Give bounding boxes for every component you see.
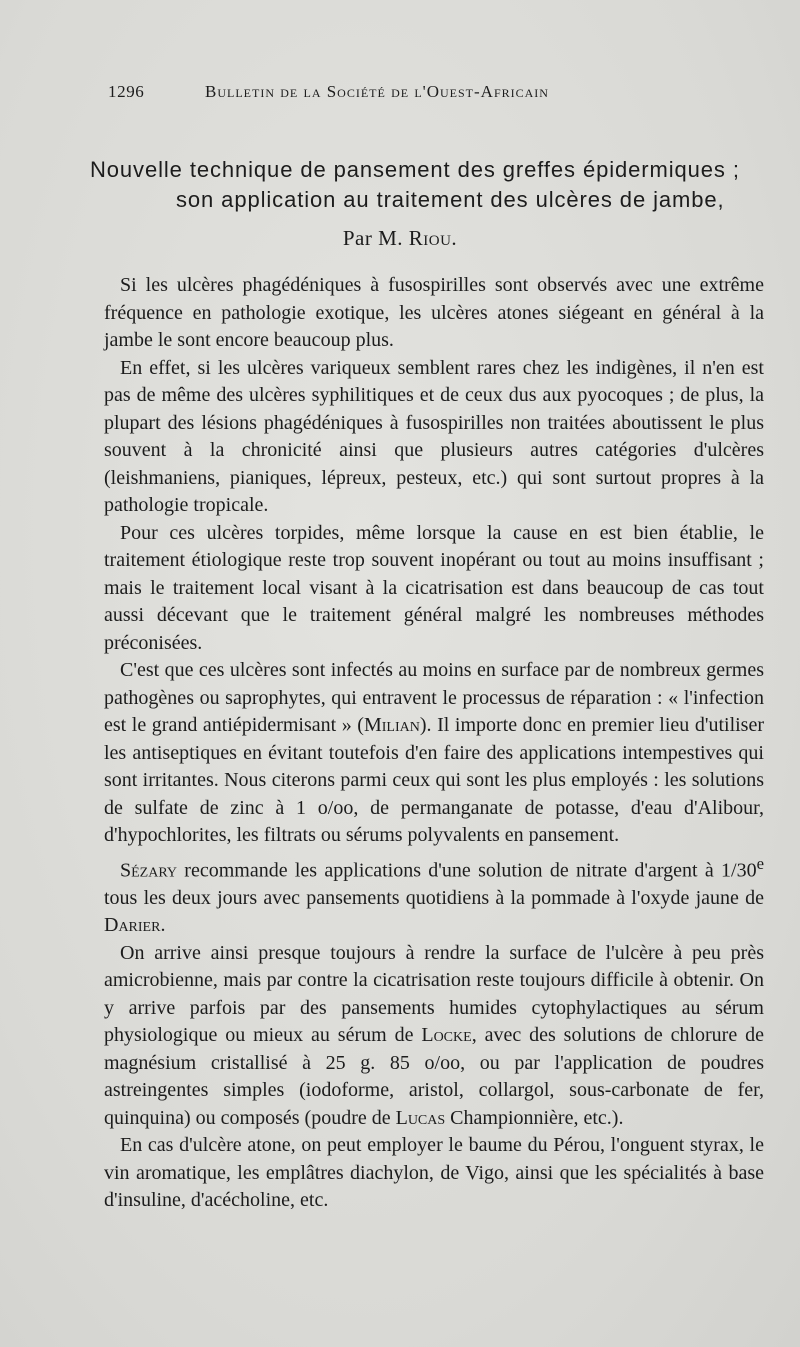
page-number: 1296	[108, 82, 145, 101]
article-title	[90, 155, 770, 215]
paragraph-3: Pour ces ulcères torpides, même lorsque la cause en est bien établie, le traitement étiologique reste trop souvent inopérant ou tout au moins insuffisant ; mais le traitement local visant à la cicatrisation est dans beaucoup de cas tout aussi décevant que le traitement général malgré les nombreuses méthodes préconisées.	[104, 521, 764, 654]
paragraph-5-text-c: .	[160, 914, 166, 937]
byline-prefix: Par M.	[342, 226, 403, 250]
paragraph-4	[104, 657, 764, 850]
paragraph-6	[104, 940, 764, 1133]
cited-name-sezary: Sézary	[120, 859, 178, 882]
paragraph-6-text-b: , avec des solutions de chlorure de magnésium cristallisé à 25 g. 85 o/oo, ou par l'application de poudres astreingentes simples (iodoforme, aristol, collargol, sous-carbonate de fer, quinquina) ou composés (poudre de	[104, 1024, 764, 1129]
article-title-line-1: Nouvelle technique de pansement des greffes épidermiques ;	[90, 157, 740, 182]
paragraph-4-text-a: C'est que ces ulcères sont infectés au moins en surface par de nombreux germes pathogènes ou saprophytes, qui entravent le processus de réparation : « l'infection est le grand antiépidermisant » (	[104, 659, 764, 736]
paragraph-6-text-c: Championnière, etc.).	[445, 1106, 624, 1129]
paragraph-2: En effet, si les ulcères variqueux semblent rares chez les indigènes, il n'en est pas de même des ulcères syphilitiques et de ceux dus aux pyocoques ; de plus, la plupart des lésions phagédéniques à fusospirilles non traitées aboutissent le plus souvent à la chronicité ainsi que plusieurs autres catégories d'ulcères (leishmaniens, pianiques, lépreux, pesteux, etc.) qui sont surtout propres à la pathologie tropicale.	[104, 356, 764, 516]
cited-name-lucas: Lucas	[395, 1106, 446, 1129]
cited-name-locke: Locke	[421, 1024, 472, 1047]
paragraph-6-text-a: On arrive ainsi presque toujours à rendre la surface de l'ulcère à peu près amicrobienne, mais par contre la cicatrisation reste toujours difficile à obtenir. On y arrive parfois par des pansements humides cytophylactiques au sérum physiologique ou mieux au sérum de	[104, 941, 764, 1047]
cited-name-milian: Milian	[363, 714, 420, 736]
paragraph-4-text-b: ). Il importe donc en premier lieu d'utiliser les antiseptiques en évitant toutefois d'en faire des applications intempestives qui sont irritantes. Nous citerons parmi ceux qui sont les plus employés : les solutions de sulfate de zinc à 1 o/oo, de permanganate de potasse, d'eau d'Alibour, d'hypochlorites, les filtrats ou sérums polyvalents en pansement.	[104, 714, 765, 846]
journal-title: Bulletin de la Société de l'Ouest-Africain	[205, 82, 549, 101]
byline	[0, 226, 800, 251]
article-title-line-2: son application au traitement des ulcères de jambe,	[176, 187, 725, 212]
paragraph-5-text-a: recommande les applications d'une solution de nitrate d'argent à 1/30	[177, 859, 757, 882]
paragraph-5	[104, 850, 764, 940]
paragraph-1: Si les ulcères phagédéniques à fusospirilles sont observés avec une extrême fréquence en pathologie exotique, les ulcères atones siégeant en général à la jambe le sont encore beaucoup plus.	[104, 274, 764, 351]
author-name: Riou.	[408, 226, 458, 250]
article-body	[104, 272, 764, 1215]
superscript-e: e	[756, 853, 764, 873]
cited-name-darier: Darier	[104, 914, 161, 937]
paragraph-7: En cas d'ulcère atone, on peut employer le baume du Pérou, l'onguent styrax, le vin aromatique, les emplâtres diachylon, de Vigo, ainsi que les spécialités à base d'insuline, d'acécholine, etc.	[104, 1134, 764, 1212]
paragraph-5-text-b: tous les deux jours avec pansements quotidiens à la pommade à l'oxyde jaune de	[104, 886, 764, 909]
